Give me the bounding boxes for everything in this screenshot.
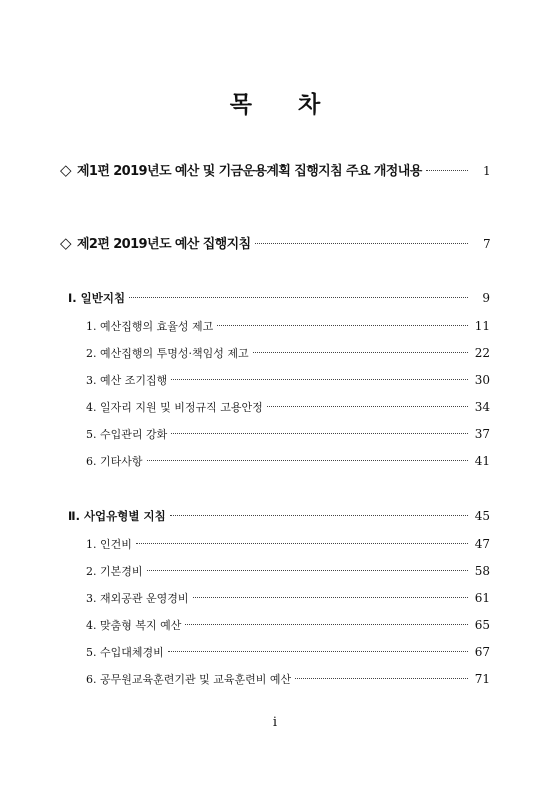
toc-item[interactable] [86,399,490,415]
toc-item[interactable] [86,536,490,552]
toc-page-number: 11 [474,319,490,333]
toc-page-number: 58 [474,564,490,578]
footer-page-number: i [272,715,278,730]
toc-item-label: 1. 인건비 [86,538,132,551]
toc-item-label: 3. 예산 조기집행 [86,374,168,387]
toc-item[interactable] [86,644,490,660]
toc-part-label: 제1편 2019년도 예산 및 기금운용계획 집행지침 주요 개정내용 [76,164,422,179]
diamond-icon: ◇ [60,161,71,179]
toc-page-number: 34 [474,400,490,414]
toc-item[interactable] [86,671,490,687]
toc-item-label: 6. 기타사항 [86,455,143,468]
toc-page-number: 45 [474,509,490,523]
toc-item-label: 5. 수입대체경비 [86,646,164,659]
toc-item[interactable] [86,372,490,388]
toc-item[interactable] [86,563,490,579]
dot-leader [193,597,469,598]
dot-leader [255,243,468,244]
dot-leader [253,352,468,353]
toc-page-number: 67 [474,645,490,659]
dot-leader [171,433,468,434]
toc-item[interactable] [86,617,490,633]
dot-leader [267,406,468,407]
toc-page-number: 61 [474,591,490,605]
dot-leader [217,325,468,326]
toc-part-label: 제2편 2019년도 예산 집행지침 [76,237,251,252]
toc-item[interactable] [86,426,490,442]
toc-item[interactable] [86,318,490,334]
diamond-icon: ◇ [60,234,71,252]
dot-leader [171,379,468,380]
dot-leader [147,570,469,571]
dot-leader [147,460,469,461]
toc-page-number: 41 [474,454,490,468]
toc-part-2[interactable] [60,233,490,252]
title-char-left: 목 [229,92,252,118]
toc-item-label: 1. 예산집행의 효율성 제고 [86,320,214,333]
toc-chapter-1[interactable] [68,290,490,306]
dot-leader [295,678,468,679]
toc-page-number: 30 [474,373,490,387]
toc-page-number: 22 [474,346,490,360]
toc-item-label: 2. 기본경비 [86,565,143,578]
toc-item-label: 3. 재외공관 운영경비 [86,592,189,605]
title-char-right: 차 [298,92,321,118]
toc-page-number: 71 [474,672,490,686]
toc-item-label: 4. 일자리 지원 및 비정규직 고용안정 [86,401,263,414]
toc-item[interactable] [86,345,490,361]
toc-item[interactable] [86,590,490,606]
toc-page-number: 1 [482,164,490,178]
toc-chapter-label: Ⅰ. 일반지침 [68,291,126,305]
toc-chapter-label: Ⅱ. 사업유형별 지침 [68,509,166,523]
page-title [0,86,550,119]
toc-page-number: 9 [482,291,490,305]
toc-item-label: 2. 예산집행의 투명성·책임성 제고 [86,347,249,360]
toc-page-number: 7 [482,237,490,251]
toc-item-label: 4. 맞춤형 복지 예산 [86,619,182,632]
toc-part-1[interactable] [60,160,490,179]
toc-chapter-2[interactable] [68,508,490,524]
dot-leader [170,515,468,516]
dot-leader [185,624,468,625]
toc-item[interactable] [86,453,490,469]
toc-page-number: 37 [474,427,490,441]
toc-item-label: 6. 공무원교육훈련기관 및 교육훈련비 예산 [86,673,292,686]
dot-leader [426,170,468,171]
dot-leader [129,297,468,298]
dot-leader [136,543,468,544]
toc-page-number: 47 [474,537,490,551]
dot-leader [168,651,468,652]
toc-item-label: 5. 수입관리 강화 [86,428,168,441]
toc-page-number: 65 [474,618,490,632]
